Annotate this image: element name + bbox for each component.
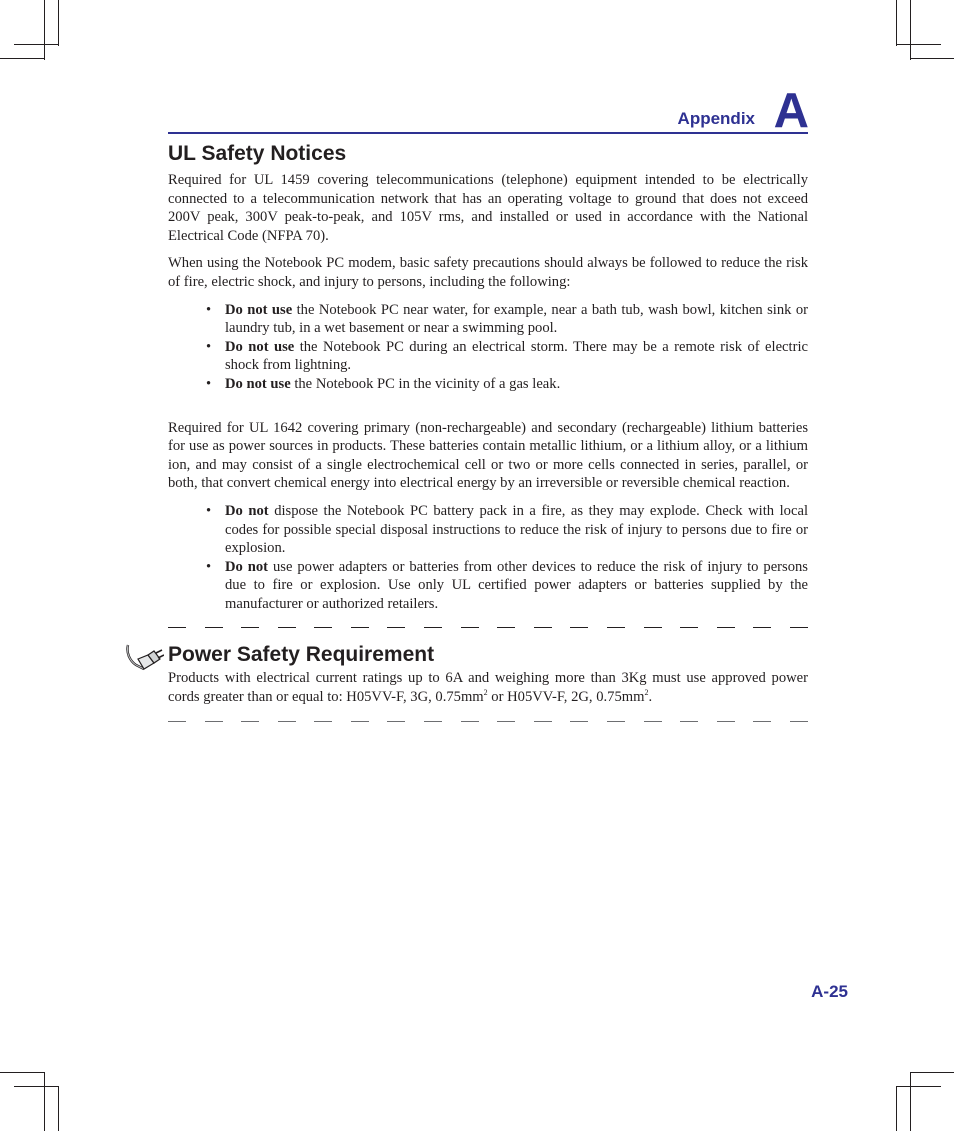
list-item: • Do not use the Notebook PC in the vicinity of a gas leak. [206,375,561,392]
crop-mark [44,1072,45,1131]
crop-mark [896,1086,897,1131]
bullet-icon: • [206,301,212,318]
crop-mark [910,0,911,60]
list-item: • Do not use power adapters or batteries from other devices to reduce the risk of injury to persons due to fire or explosion. Use only UL certified power adapters or batteries supplied by the manufacturer or authorized retailers. [206,558,808,612]
crop-mark [910,1072,954,1073]
ul1459-paragraph: Required for UL 1459 covering telecommunications (telephone) equipment intended to be electrically connected to a telecommunication network that has an operating voltage to ground that does not exceed 200V peak, 300V peak-to-peak, and 105V rms, and installed or used in accordance with the National Electrical Code (NFPA 70). [168,172,808,244]
crop-mark [896,0,897,46]
list-item: • Do not use the Notebook PC during an electrical storm. There may be a remote risk of electric shock from lightning. [206,338,808,374]
crop-mark [0,58,45,59]
ul1642-paragraph: Required for UL 1642 covering primary (non-rechargeable) and secondary (rechargeable) lithium batteries for use as power sources in products. These batteries contain metallic lithium, or a lithium alloy, or a lithium ion, and may consist of a single electrochemical cell or two or more cells connected in series, parallel, or both, that convert chemical energy into electrical energy by an irreversible or reversible chemical reaction. [168,419,808,492]
battery-precautions-list [168,502,808,614]
dashed-divider [168,721,808,723]
modem-precautions-list [168,301,808,394]
crop-mark [910,1072,911,1131]
running-header [168,84,809,138]
crop-mark [14,44,59,45]
dashed-divider [168,627,808,629]
crop-mark [58,1086,59,1131]
list-item: • Do not use the Notebook PC near water, for example, near a bath tub, wash bowl, kitchen sink or laundry tub, in a wet basement or near a swimming pool. [206,301,808,337]
crop-mark [896,44,941,45]
ul-safety-heading: UL Safety Notices [168,142,347,165]
crop-mark [44,0,45,60]
crop-mark [896,1086,941,1087]
section-letter: A [773,84,809,138]
section-label: Appendix [677,109,755,128]
crop-mark [14,1086,59,1087]
crop-mark [910,58,954,59]
modem-precautions-paragraph: When using the Notebook PC modem, basic safety precautions should always be followed to reduce the risk of fire, electric shock, and injury to persons, including the following: [168,255,808,290]
power-plug-icon [124,639,164,675]
power-safety-heading: Power Safety Requirement [168,643,435,667]
bullet-icon: • [206,338,212,355]
crop-mark [58,0,59,46]
page-content [168,140,808,737]
bullet-icon: • [206,558,212,575]
power-safety-section [168,641,808,706]
list-item: • Do not dispose the Notebook PC battery pack in a fire, as they may explode. Check with local codes for possible special disposal instructions to reduce the risk of injury to persons due to fire or explosion. [206,502,808,557]
bullet-icon: • [206,375,212,392]
crop-mark [0,1072,45,1073]
bullet-icon: • [206,502,212,519]
page-number: A-25 [811,982,848,1001]
power-cord-paragraph: Products with electrical current ratings up to 6A and weighing more than 3Kg must use approved power cords greater than or equal to: H05VV-F, 3G, $0.75mm^2$ or H05VV-F, 2G, $0.75mm^2$. [168,670,808,706]
